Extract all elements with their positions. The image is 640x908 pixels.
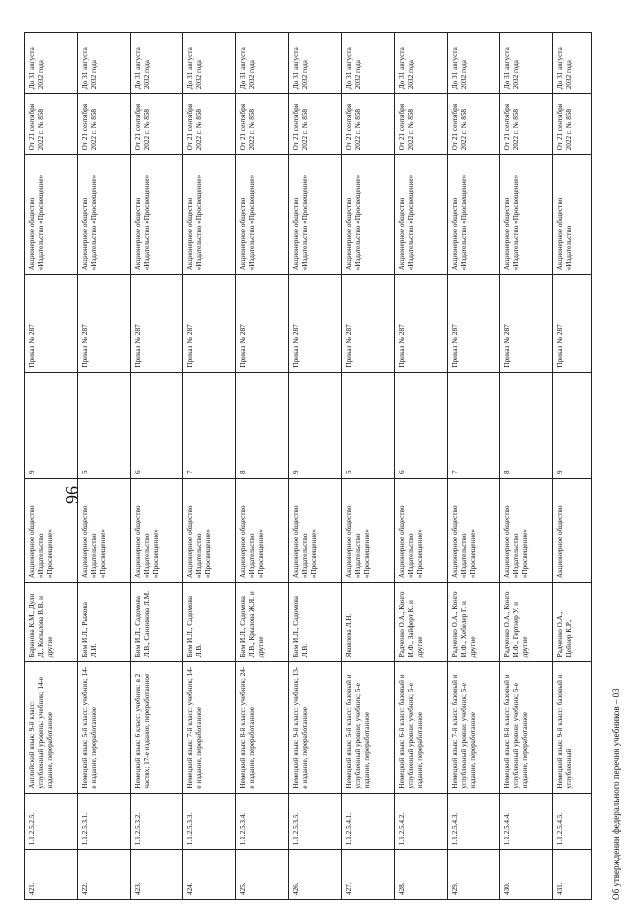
valid-until-cell: До 31 августа 2032 года (553, 33, 592, 94)
publisher-cell: Акционерное общество «Издательство «Просвещение» (77, 479, 130, 583)
grade-cell: 6 (394, 372, 447, 478)
authors-cell: Бим И.Л., Рыжова Л.И. (77, 583, 130, 662)
order-reference-cell: Приказ № 287 (447, 275, 500, 372)
valid-until-cell: До 31 августа 2032 года (77, 33, 130, 94)
valid-from-cell: От 21 сентября 2022 г. № 858 (77, 94, 130, 155)
item-code-cell: 1.1.2.5.4.5. (553, 793, 592, 850)
authors-cell: Баранова К.М., Дули Д., Копылова В.В. и другие (25, 583, 78, 662)
table-row (236, 33, 289, 900)
footer-note: Об утверждении федерального перечня учебников – 03 (611, 688, 621, 900)
item-code-cell: 1.1.2.5.4.4. (500, 793, 553, 850)
row-number-cell: 425. (236, 850, 289, 900)
grade-cell: 8 (500, 372, 553, 478)
order-reference-cell: Приказ № 287 (77, 275, 130, 372)
table-row (341, 33, 394, 900)
valid-until-cell: До 31 августа 2032 года (183, 33, 236, 94)
valid-from-cell: От 21 сентября 2022 г. № 858 (500, 94, 553, 155)
publisher-cell: Акционерное общество «Издательство «Просвещение» (25, 479, 78, 583)
textbook-title-cell: Немецкий язык: 8-й класс: базовый и углубленный уровни: учебник; 5-е издание, переработанное (500, 662, 553, 793)
textbook-title-cell: Немецкий язык: 6 класс: учебник: в 2 частях; 17-е издание, переработанное (130, 662, 183, 793)
order-reference-cell: Приказ № 287 (236, 275, 289, 372)
valid-from-cell: От 21 сентября 2022 г. № 858 (183, 94, 236, 155)
item-code-cell: 1.1.2.5.3.5. (289, 793, 342, 850)
textbook-title-cell: Немецкий язык: 5-й класс: базовый и углубленный уровни; учебник; 5-е издание, переработанное (341, 662, 394, 793)
publisher-repeat-cell: Акционерное общество «Издательство «Просвещение» (447, 155, 500, 275)
table-row (553, 33, 592, 900)
item-code-cell: 1.1.2.5.3.2. (130, 793, 183, 850)
valid-until-cell: До 31 августа 2032 года (289, 33, 342, 94)
row-number-cell: 424. (183, 850, 236, 900)
publisher-cell: Акционерное общество «Издательство «Просвещение» (183, 479, 236, 583)
table-row (130, 33, 183, 900)
publisher-cell: Акционерное общество «Издательство «Просвещение» (394, 479, 447, 583)
table-row (447, 33, 500, 900)
publisher-cell: Акционерное общество «Издательство «Просвещение» (236, 479, 289, 583)
authors-cell: Радченко О.А., Цейнер К.Р., (553, 583, 592, 662)
item-code-cell: 1.1.2.5.3.4. (236, 793, 289, 850)
row-number-cell: 421. (25, 850, 78, 900)
row-number-cell: 428. (394, 850, 447, 900)
publisher-cell: Акционерное общество «Издательство «Просвещение» (289, 479, 342, 583)
textbook-title-cell: Немецкий язык: 5-й класс: учебник; 14-е издание, переработанное (77, 662, 130, 793)
order-reference-cell: Приказ № 287 (553, 275, 592, 372)
row-number-cell: 431. (553, 850, 592, 900)
row-number-cell: 430. (500, 850, 553, 900)
publisher-repeat-cell: Акционерное общество «Издательство «Просвещение» (77, 155, 130, 275)
textbook-list-table (24, 32, 592, 900)
order-reference-cell: Приказ № 287 (130, 275, 183, 372)
valid-from-cell: От 21 сентября 2022 г. № 858 (236, 94, 289, 155)
textbook-title-cell: Английский язык: 9-й класс: углубленный уровень: учебник; 14-е издание, переработанное (25, 662, 78, 793)
table-row (77, 33, 130, 900)
grade-cell: 6 (130, 372, 183, 478)
textbook-title-cell: Немецкий язык: 9-й класс: базовый и углубленный (553, 662, 592, 793)
table-row (289, 33, 342, 900)
grade-cell: 7 (447, 372, 500, 478)
valid-from-cell: От 21 сентября 2022 г. № 858 (130, 94, 183, 155)
grade-cell: 9 (25, 372, 78, 478)
textbook-title-cell: Немецкий язык: 8-й класс: учебник; 24-е издание, переработанное (236, 662, 289, 793)
item-code-cell: 1.1.2.5.4.3. (447, 793, 500, 850)
grade-cell: 8 (236, 372, 289, 478)
textbook-title-cell: Немецкий язык: 6-й класс: базовый и углубленный уровни: учебник; 5-е издание, переработанное (394, 662, 447, 793)
row-number-cell: 429. (447, 850, 500, 900)
publisher-repeat-cell: Акционерное общество «Издательство «Просвещение» (289, 155, 342, 275)
valid-until-cell: До 31 августа 2032 года (130, 33, 183, 94)
item-code-cell: 1.1.2.5.3.3. (183, 793, 236, 850)
row-number-cell: 426. (289, 850, 342, 900)
authors-cell: Радченко О.А., Конго И.Ф., Гертнер У. и другие (500, 583, 553, 662)
publisher-repeat-cell: Акционерное общество «Издательство «Просвещение» (394, 155, 447, 275)
grade-cell: 5 (341, 372, 394, 478)
grade-cell: 7 (183, 372, 236, 478)
publisher-repeat-cell: Акционерное общество «Издательство «Просвещение» (25, 155, 78, 275)
table-row (500, 33, 553, 900)
valid-from-cell: От 21 сентября 2022 г. № 858 (25, 94, 78, 155)
publisher-repeat-cell: Акционерное общество «Издательство «Просвещение» (183, 155, 236, 275)
textbook-title-cell: Немецкий язык: 7-й класс: учебник; 14-е издание, переработанное (183, 662, 236, 793)
valid-until-cell: До 31 августа 2032 года (394, 33, 447, 94)
publisher-cell: Акционерное общество «Издательство «Просвещение» (341, 479, 394, 583)
order-reference-cell: Приказ № 287 (500, 275, 553, 372)
valid-until-cell: До 31 августа 2032 года (25, 33, 78, 94)
publisher-cell: Акционерное общество «Издательство «Просвещение» (447, 479, 500, 583)
authors-cell: Бим И.Л., Садомова Л.В. (183, 583, 236, 662)
authors-cell: Радченко О.А., Конго И.Ф., Зайферт К. и другие (394, 583, 447, 662)
valid-from-cell: От 21 сентября 2022 г. № 858 (394, 94, 447, 155)
publisher-repeat-cell: Акционерное общество «Издательство (553, 155, 592, 275)
authors-cell: Радченко О.А., Конго И.Ф., Хебелер Г. и другие (447, 583, 500, 662)
item-code-cell: 1.1.2.5.4.2. (394, 793, 447, 850)
publisher-cell: Акционерное общество (553, 479, 592, 583)
table-row (183, 33, 236, 900)
table-row (394, 33, 447, 900)
order-reference-cell: Приказ № 287 (289, 275, 342, 372)
valid-until-cell: До 31 августа 2032 года (500, 33, 553, 94)
order-reference-cell: Приказ № 287 (341, 275, 394, 372)
page-number: 96 (62, 486, 82, 504)
grade-cell: 9 (289, 372, 342, 478)
valid-until-cell: До 31 августа 2032 года (236, 33, 289, 94)
valid-until-cell: До 31 августа 2032 года (447, 33, 500, 94)
row-number-cell: 423. (130, 850, 183, 900)
valid-from-cell: От 21 сентября 2022 г. № 858 (447, 94, 500, 155)
textbook-title-cell: Немецкий язык: 7-й класс: базовый и углубленный уровни: учебник; 5-е издание, переработанное (447, 662, 500, 793)
grade-cell: 9 (553, 372, 592, 478)
publisher-cell: Акционерное общество «Издательство «Просвещение» (130, 479, 183, 583)
publisher-repeat-cell: Акционерное общество «Издательство «Просвещение» (341, 155, 394, 275)
order-reference-cell: Приказ № 287 (394, 275, 447, 372)
table-row (25, 33, 78, 900)
row-number-cell: 427. (341, 850, 394, 900)
authors-cell: Яковлева Л.Н. (341, 583, 394, 662)
item-code-cell: 1.1.2.5.2.5. (25, 793, 78, 850)
textbook-title-cell: Немецкий язык: 9-й класс: учебник; 13-е издание, переработанное (289, 662, 342, 793)
order-reference-cell: Приказ № 287 (183, 275, 236, 372)
row-number-cell: 422. (77, 850, 130, 900)
valid-from-cell: От 21 сентября 2022 г. № 858 (341, 94, 394, 155)
grade-cell: 5 (77, 372, 130, 478)
publisher-cell: Акционерное общество «Издательство «Просвещение» (500, 479, 553, 583)
valid-from-cell: От 21 сентября 2022 г. № 858 (553, 94, 592, 155)
authors-cell: Бим И.Л., Садомова Л.В., Крылова Ж.Я. и другие (236, 583, 289, 662)
valid-until-cell: До 31 августа 2032 года (341, 33, 394, 94)
publisher-repeat-cell: Акционерное общество «Издательство «Просвещение» (130, 155, 183, 275)
authors-cell: Бим И.Л., Садомова Л.В. (289, 583, 342, 662)
item-code-cell: 1.1.2.5.4.1. (341, 793, 394, 850)
valid-from-cell: От 21 сентября 2022 г. № 858 (289, 94, 342, 155)
authors-cell: Бим И.Л., Садомова Л.В., Санникова Л.М. (130, 583, 183, 662)
item-code-cell: 1.1.2.5.3.1. (77, 793, 130, 850)
publisher-repeat-cell: Акционерное общество «Издательство «Просвещение» (500, 155, 553, 275)
publisher-repeat-cell: Акционерное общество «Издательство «Просвещение» (236, 155, 289, 275)
order-reference-cell: Приказ № 287 (25, 275, 78, 372)
